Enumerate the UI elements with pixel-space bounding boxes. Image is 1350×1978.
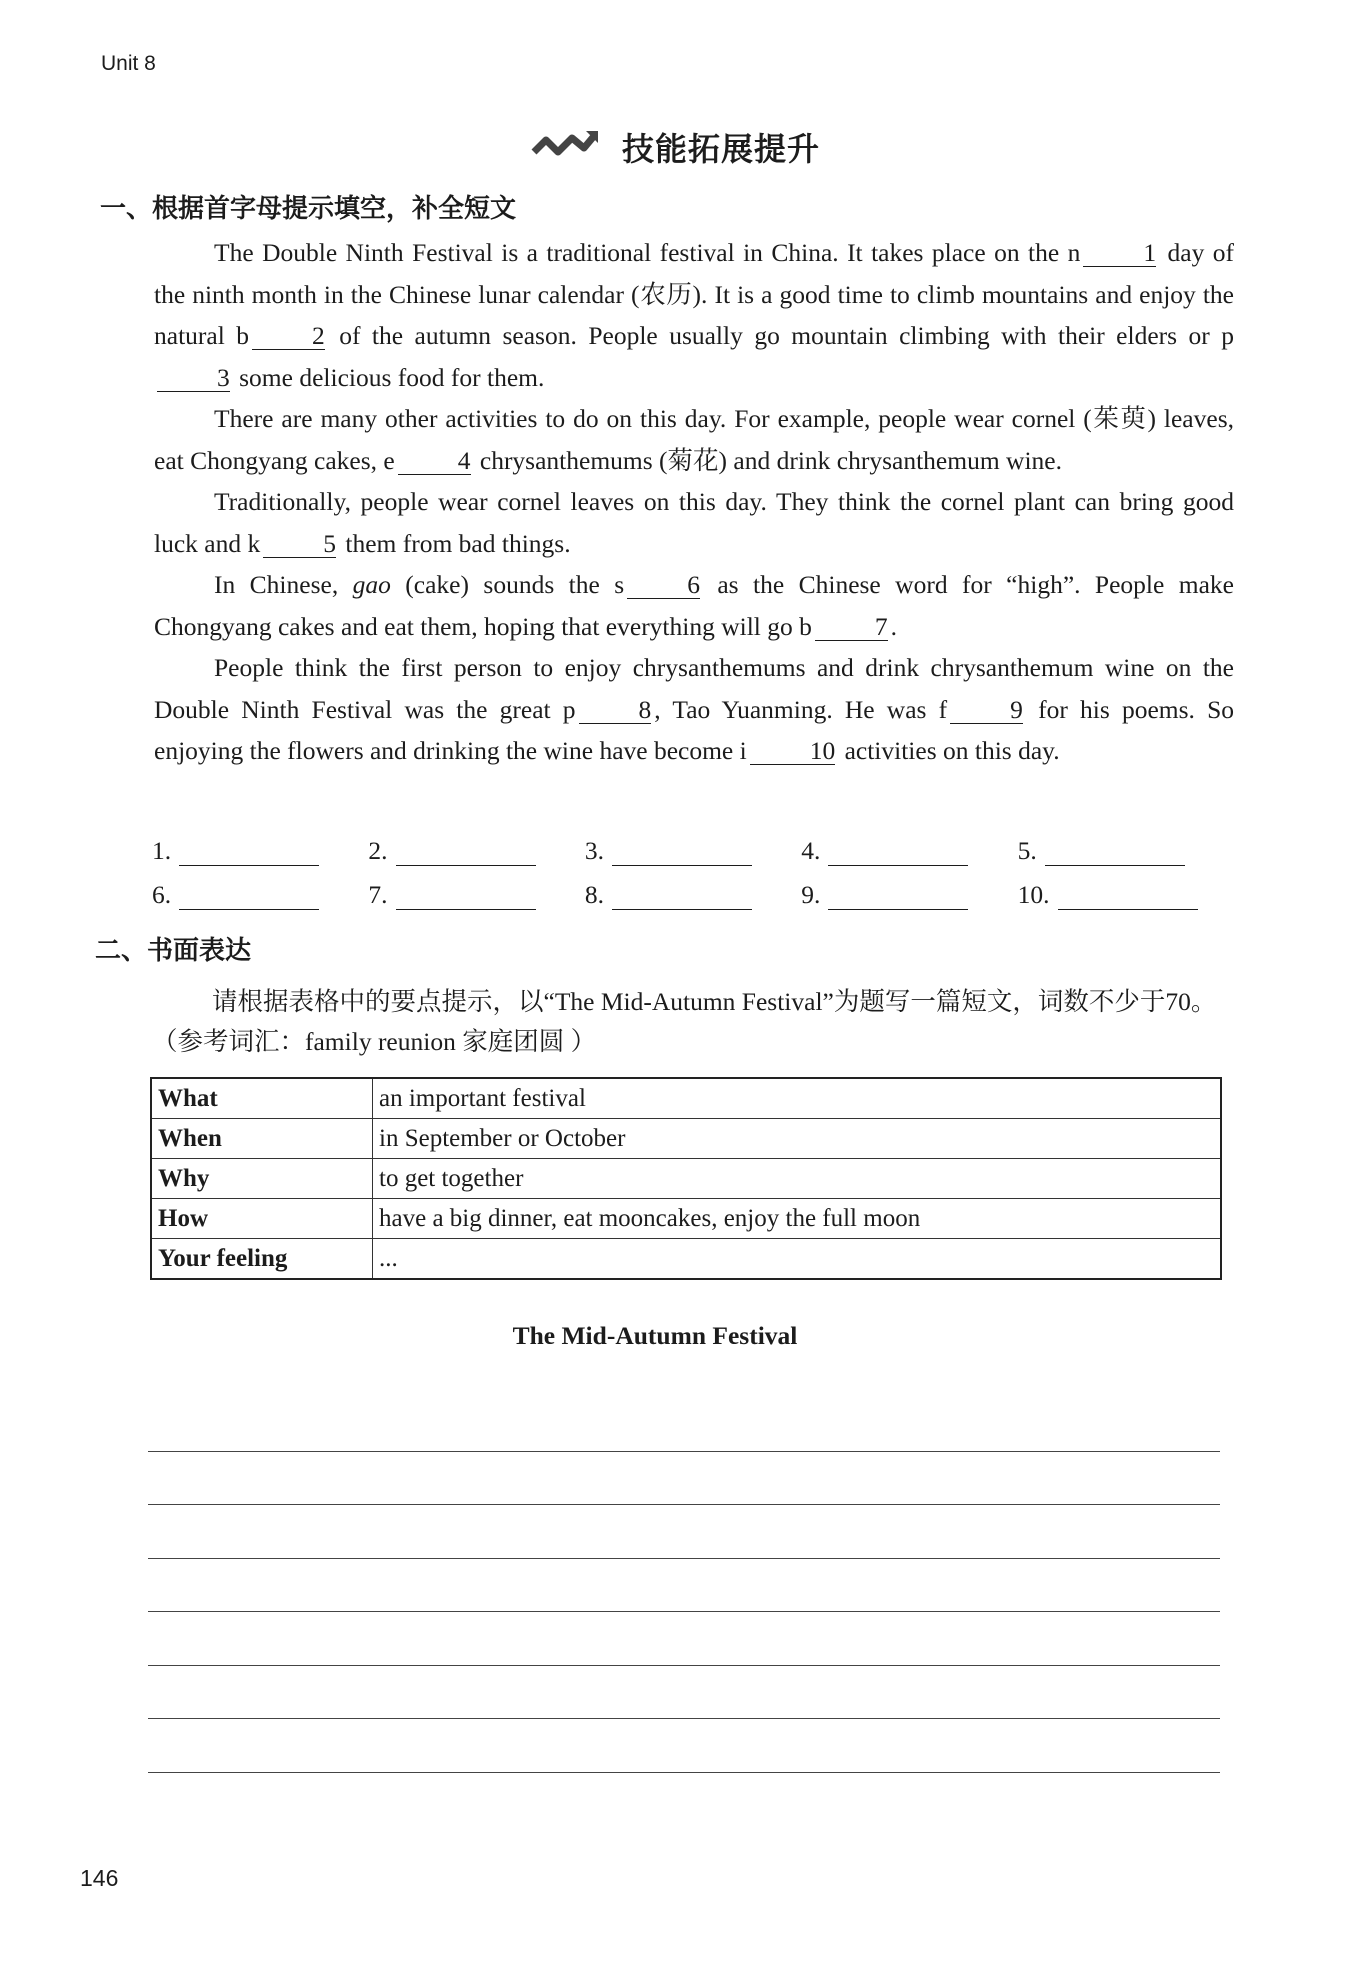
writing-line[interactable] <box>148 1398 1220 1452</box>
table-row <box>151 1199 1221 1239</box>
answer-number: 8. <box>584 880 604 909</box>
section1-heading: 一、根据首字母提示填空，补全短文 <box>100 194 517 224</box>
blank-3[interactable]: 3 <box>157 365 230 392</box>
answer-blanks <box>152 822 1234 910</box>
answer-line[interactable] <box>396 885 536 910</box>
table-value-cell: in September or October <box>373 1119 1222 1159</box>
blank-10[interactable]: 10 <box>750 738 836 765</box>
passage-paragraph: In Chinese, gao (cake) sounds the s 6 as the Chinese word for “high”. People make Chongyang cakes and eat them, hoping that everything will go b 7 . <box>154 570 1234 641</box>
writing-line[interactable] <box>148 1612 1220 1666</box>
passage-paragraph: Traditionally, people wear cornel leaves on this day. They think the cornel plant can bring good luck and k 5 them from bad things. <box>154 487 1234 558</box>
table-key-cell: Why <box>151 1159 373 1199</box>
writing-prompt <box>152 982 1234 1062</box>
blank-1[interactable]: 1 <box>1083 240 1156 267</box>
table-value-cell: an important festival <box>373 1078 1222 1119</box>
answer-item <box>801 822 1017 866</box>
answer-item <box>585 866 801 910</box>
answer-row <box>152 822 1234 866</box>
answer-line[interactable] <box>1058 885 1198 910</box>
blank-6[interactable]: 6 <box>627 572 700 599</box>
passage-paragraph: The Double Ninth Festival is a traditional festival in China. It takes place on the n 1 day of the ninth month in the Chinese lunar calendar (农历). It is a good time to climb mountains and enjoy the natural b 2 of the autumn season. People usually go mountain climbing with their elders or p3 some delicious food for them. <box>154 238 1234 392</box>
italic-word: gao <box>352 570 391 599</box>
table-row <box>151 1159 1221 1199</box>
answer-line[interactable] <box>612 841 752 866</box>
blank-5[interactable]: 5 <box>263 531 336 558</box>
banner-title: 技能拓展提升 <box>621 130 820 168</box>
table-key-cell: Your feeling <box>151 1239 373 1280</box>
answer-line[interactable] <box>612 885 752 910</box>
answer-line[interactable] <box>1045 841 1185 866</box>
passage-paragraph: There are many other activities to do on this day. For example, people wear cornel (茱萸) leaves, eat Chongyang cakes, e 4 chrysanthemums (菊花) and drink chrysanthemum wine. <box>154 404 1234 475</box>
answer-number: 7. <box>368 880 388 909</box>
answer-item <box>801 866 1017 910</box>
essay-title: The Mid-Autumn Festival <box>512 1321 798 1350</box>
unit-label: Unit 8 <box>101 52 156 75</box>
blank-8[interactable]: 8 <box>579 697 652 724</box>
prompt-text: 请根据表格中的要点提示，以“The Mid-Autumn Festival”为题写一篇短文，词数不少于70。（参考词汇：family reunion 家庭团圆 ） <box>152 987 1217 1056</box>
answer-number: 4. <box>801 836 821 865</box>
answer-line[interactable] <box>179 841 319 866</box>
answer-line[interactable] <box>828 885 968 910</box>
answer-line[interactable] <box>828 841 968 866</box>
cloze-passage <box>154 232 1234 772</box>
table-key-cell: How <box>151 1199 373 1239</box>
zigzag-arrow-icon <box>530 128 600 167</box>
page-number: 146 <box>80 1865 119 1891</box>
answer-number: 2. <box>368 836 388 865</box>
writing-area[interactable] <box>148 1398 1220 1773</box>
table-value-cell: to get together <box>373 1159 1222 1199</box>
answer-row <box>152 866 1234 910</box>
table-row <box>151 1078 1221 1119</box>
key-points-table <box>150 1077 1222 1280</box>
answer-number: 5. <box>1017 836 1037 865</box>
table-key-cell: What <box>151 1078 373 1119</box>
answer-item <box>368 866 584 910</box>
table-value-cell: ... <box>373 1239 1222 1280</box>
answer-number: 1. <box>152 836 172 865</box>
answer-line[interactable] <box>179 885 319 910</box>
writing-line[interactable] <box>148 1719 1220 1773</box>
answer-item <box>585 822 801 866</box>
section-banner <box>0 124 1350 170</box>
answer-number: 9. <box>801 880 821 909</box>
answer-number: 6. <box>152 880 172 909</box>
table-row <box>151 1239 1221 1280</box>
answer-item <box>1018 822 1234 866</box>
table-row <box>151 1119 1221 1159</box>
writing-line[interactable] <box>148 1559 1220 1613</box>
writing-line[interactable] <box>148 1505 1220 1559</box>
table-value-cell: have a big dinner, eat mooncakes, enjoy the full moon <box>373 1199 1222 1239</box>
blank-7[interactable]: 7 <box>815 614 888 641</box>
blank-9[interactable]: 9 <box>950 697 1023 724</box>
answer-item <box>152 866 368 910</box>
writing-line[interactable] <box>148 1452 1220 1506</box>
answer-item <box>1018 866 1234 910</box>
writing-line[interactable] <box>148 1666 1220 1720</box>
blank-2[interactable]: 2 <box>252 323 325 350</box>
table-key-cell: When <box>151 1119 373 1159</box>
blank-4[interactable]: 4 <box>398 448 471 475</box>
answer-item <box>368 822 584 866</box>
section2-heading: 二、书面表达 <box>95 936 252 966</box>
answer-number: 10. <box>1017 880 1050 909</box>
answer-item <box>152 822 368 866</box>
answer-line[interactable] <box>396 841 536 866</box>
answer-number: 3. <box>584 836 604 865</box>
passage-paragraph: People think the first person to enjoy chrysanthemums and drink chrysanthemum wine on the Double Ninth Festival was the great p 8 , Tao Yuanming. He was f 9 for his poems. So enjoying the flowers and drinking the wine have become i 10 activities on this day. <box>154 653 1235 765</box>
